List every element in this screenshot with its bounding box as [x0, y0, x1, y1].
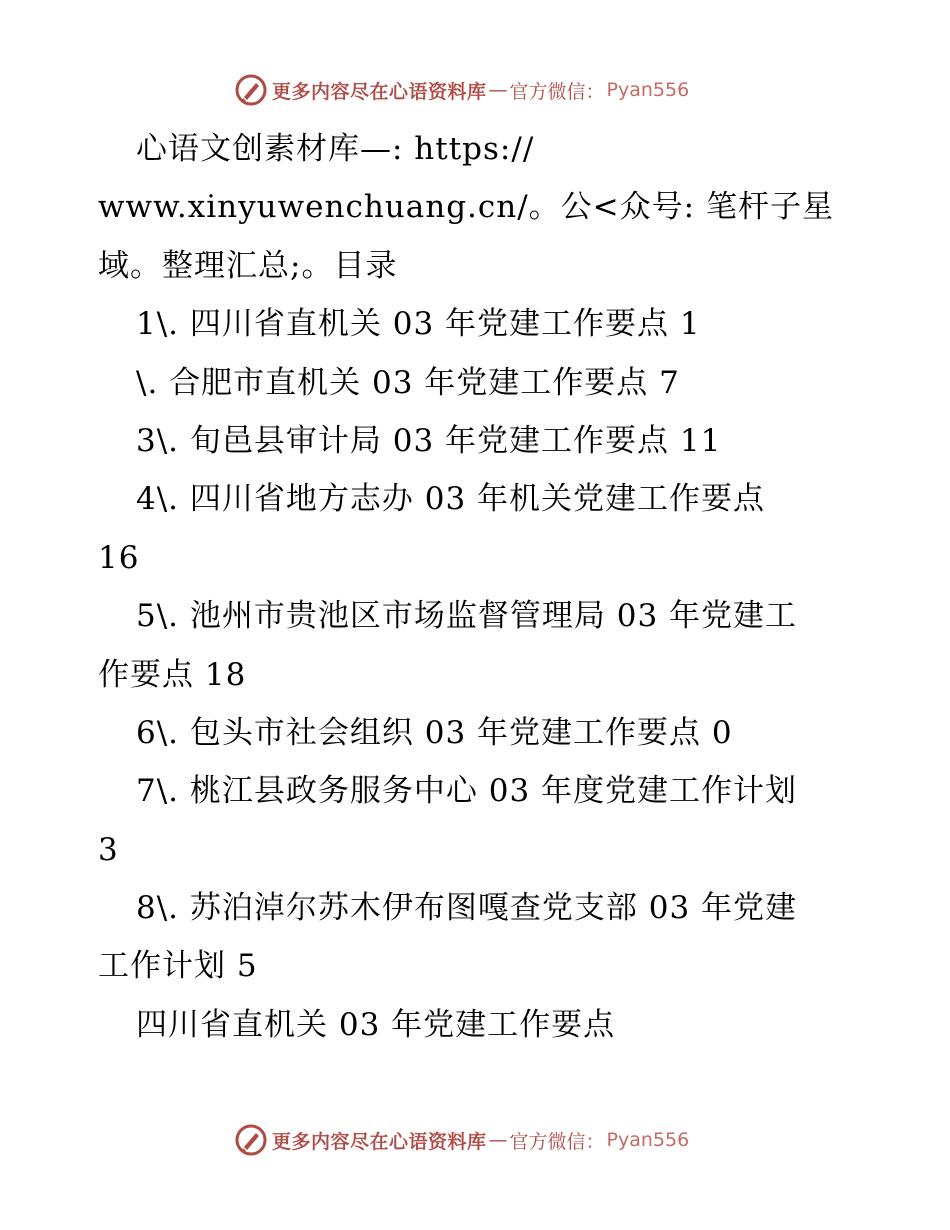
watermark-wechat-handle: Pyan556	[606, 79, 690, 101]
pen-nib-logo-icon	[234, 1123, 268, 1157]
toc-item: 4\. 四川省地方志办 03 年机关党建工作要点	[136, 481, 766, 518]
document-body	[98, 120, 878, 1054]
pen-nib-logo-icon	[234, 73, 268, 107]
text-line: 心语文创素材库—: https://	[136, 131, 535, 167]
watermark-wechat-handle: Pyan556	[606, 1129, 690, 1151]
watermark-brand: 更多内容尽在心语资料库	[272, 1130, 487, 1153]
toc-item: 6\. 包头市社会组织 03 年党建工作要点 0	[136, 714, 733, 751]
watermark-separator: —	[488, 1129, 508, 1151]
toc-item-continuation: 16	[98, 539, 140, 576]
text-line: 域。整理汇总;。目录	[98, 247, 398, 284]
text-line: www.xinyuwenchuang.cn/。公<众号: 笔杆子星	[98, 189, 834, 226]
toc-item: 8\. 苏泊淖尔苏木伊布图嘎查党支部 03 年党建	[136, 890, 798, 927]
section-heading: 四川省直机关 03 年党建工作要点	[136, 1006, 616, 1043]
footer-watermark	[234, 1120, 689, 1160]
toc-item: \. 合肥市直机关 03 年党建工作要点 7	[136, 364, 680, 401]
toc-item-continuation: 作要点 18	[98, 656, 247, 693]
toc-item: 1\. 四川省直机关 03 年党建工作要点 1	[136, 306, 701, 343]
watermark-separator: —	[488, 79, 508, 101]
toc-item: 5\. 池州市贵池区市场监督管理局 03 年党建工	[136, 598, 798, 635]
header-watermark	[234, 70, 689, 110]
watermark-wechat-label: 官方微信：	[509, 80, 605, 103]
toc-item: 7\. 桃江县政务服务中心 03 年度党建工作计划	[136, 773, 798, 810]
toc-item-continuation: 工作计划 5	[98, 948, 258, 985]
watermark-wechat-label: 官方微信：	[509, 1130, 605, 1153]
toc-item-continuation: 3	[98, 831, 119, 868]
toc-item: 3\. 旬邑县审计局 03 年党建工作要点 11	[136, 422, 722, 459]
watermark-brand: 更多内容尽在心语资料库	[272, 80, 487, 103]
